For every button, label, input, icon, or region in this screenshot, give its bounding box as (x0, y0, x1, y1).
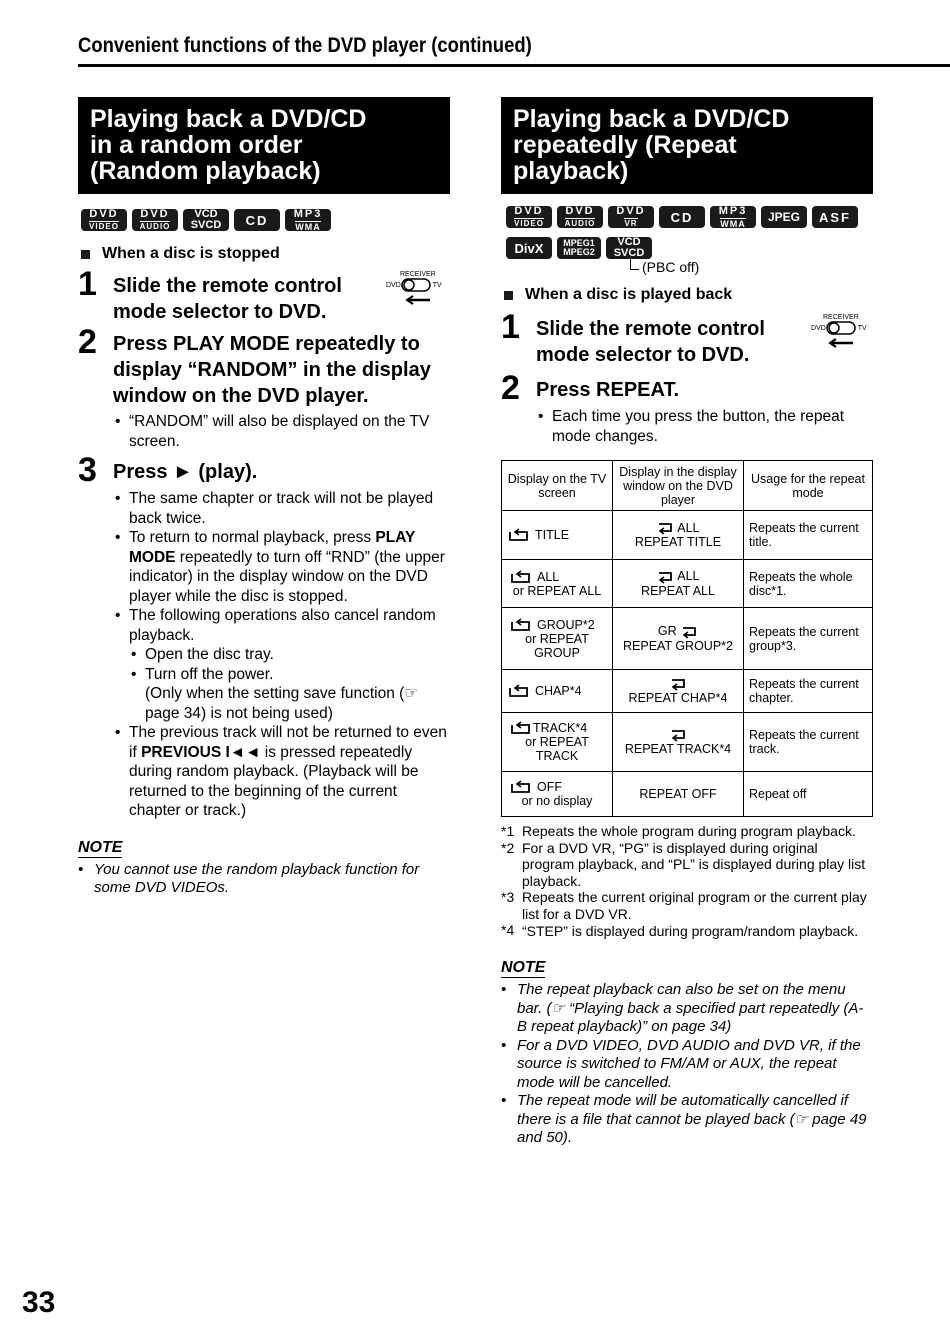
jpeg-badge: JPEG (761, 206, 807, 228)
header-rule (78, 64, 950, 67)
note-heading: NOTE (501, 959, 546, 976)
mp3-wma-badge: MP3 WMA (285, 209, 331, 231)
bullet-item: • The same chapter or track will not be played back twice. (113, 489, 448, 528)
cd-badge: CD (234, 209, 280, 231)
repeat-arrow-icon (656, 522, 674, 535)
repeat-icon (509, 570, 531, 584)
repeat-icon (509, 780, 531, 794)
asf-badge: ASF (812, 206, 858, 228)
dvd-label: DVD (811, 324, 826, 332)
footnote: *1 Repeats the whole program during program playback. (501, 823, 856, 839)
pbc-off-label (630, 259, 699, 275)
footnote: *3 Repeats the current original program or the current play list for a DVD VR. (501, 889, 867, 922)
dvd-audio-badge: DVD AUDIO (557, 206, 603, 228)
repeat-arrow-icon (669, 678, 687, 691)
left-column (78, 97, 450, 898)
cd-badge: CD (659, 206, 705, 228)
receiver-label: RECEIVER (400, 271, 436, 278)
condition-label: When a disc is stopped (102, 245, 280, 262)
disc-badges-row2 (506, 236, 873, 275)
usage-cell: Repeats the current group*3. (744, 608, 873, 670)
player-display-cell: REPEAT TRACK*4 (613, 713, 744, 772)
column-header: Display in the display window on the DVD player (613, 461, 744, 511)
arrow-left-icon (404, 295, 444, 305)
dvd-vr-badge: DVD VR (608, 206, 654, 228)
right-column (501, 97, 873, 1148)
step-1 (501, 308, 873, 368)
usage-cell: Repeats the current title. (744, 511, 873, 560)
repeat-icon (509, 618, 531, 632)
step-1 (78, 265, 450, 325)
remote-switch-icon (386, 271, 444, 310)
banner-line: playback) (513, 157, 629, 185)
tv-display-cell: TITLE (502, 511, 613, 560)
repeat-arrow-icon (669, 729, 687, 742)
column-header: Display on the TV screen (502, 461, 613, 511)
note-heading: NOTE (78, 838, 123, 856)
tv-display-cell: CHAP*4 (502, 670, 613, 713)
footnote: *2 For a DVD VR, “PG” is displayed during original program playback, and “PL” is displayed during play list playback. (501, 839, 866, 889)
table-row (502, 713, 873, 772)
repeat-icon (507, 684, 529, 698)
table-row (502, 511, 873, 560)
condition-stopped (81, 245, 450, 263)
column-header: Usage for the repeat mode (744, 461, 873, 511)
step-2 (501, 369, 873, 407)
table-row (502, 560, 873, 608)
step-text: Slide the remote control mode selector to DVD. (536, 318, 765, 366)
disc-badges (506, 206, 873, 228)
step-number: 2 (78, 323, 97, 361)
usage-cell: Repeat off (744, 772, 873, 817)
step-2 (78, 323, 450, 409)
step-3 (78, 451, 450, 489)
arrow-left-icon (827, 338, 867, 348)
sub-bullet-item: • Turn off the power. (Only when the setting save function (☞ page 34) is not being used) (129, 665, 448, 724)
player-display-cell: ALL REPEAT TITLE (613, 511, 744, 560)
condition-playing (504, 286, 873, 304)
tv-label: TV (432, 281, 442, 289)
bullet-item: • The following operations also cancel random playback. • Open the disc tray. • Turn off the power. (Only when the setting save function (☞ page 34) is not being used) (113, 606, 448, 723)
banner-line: Playing back a DVD/CD (513, 105, 790, 133)
sub-bullet-item: • Open the disc tray. (129, 645, 448, 665)
note-item: • For a DVD VIDEO, DVD AUDIO and DVD VR, if the source is switched to FM/AM or AUX, the repeat mode will be cancelled. (501, 1037, 873, 1093)
disc-badges (81, 209, 450, 231)
usage-cell: Repeats the whole disc*1. (744, 560, 873, 608)
step-text: Press REPEAT. (536, 379, 680, 401)
usage-cell: Repeats the current chapter. (744, 670, 873, 713)
dvd-label: DVD (386, 281, 401, 289)
dvd-video-badge: DVD VIDEO (506, 206, 552, 228)
repeat-arrow-icon (656, 571, 674, 584)
banner-line: Playing back a DVD/CD (90, 105, 367, 133)
receiver-label: RECEIVER (823, 314, 859, 321)
note-item: • The repeat playback can also be set on the menu bar. (☞ “Playing back a specified part repeatedly (A-B repeat playback)” on page 34) (501, 981, 873, 1037)
footnote: *4 “STEP” is displayed during program/random playback. (501, 922, 859, 939)
note-item: • The repeat mode will be automatically cancelled if there is a file that cannot be played back (☞ page 49 and 50). (501, 1092, 873, 1148)
bullet-item: • The previous track will not be returned to even if PREVIOUS I◄◄ is pressed repeatedly during random playback. (Playback will be returned to the beginning of the current chapter or track.) (113, 723, 448, 821)
tv-label: TV (857, 324, 867, 332)
step-text: Press ► (play). (113, 461, 258, 483)
tv-display-cell: TRACK*4 or REPEAT TRACK (502, 713, 613, 772)
bullet-item: • To return to normal playback, press PLAY MODE repeatedly to turn off “RND” (the upper indicator) in the display window on the DVD player while the disc is stopped. (113, 528, 448, 606)
step-number: 1 (501, 308, 520, 346)
mpeg-badge: MPEG1 MPEG2 (557, 237, 601, 259)
banner-line: repeatedly (Repeat (513, 131, 737, 159)
vcd-svcd-badge: VCD SVCD (183, 209, 229, 231)
usage-cell: Repeats the current track. (744, 713, 873, 772)
tv-display-cell: ALL or REPEAT ALL (502, 560, 613, 608)
player-display-cell: ALL REPEAT ALL (613, 560, 744, 608)
slide-switch-icon (826, 321, 858, 335)
mp3-wma-badge: MP3 WMA (710, 206, 756, 228)
sub-bullets (129, 645, 448, 723)
bullet-item: • “RANDOM” will also be displayed on the TV screen. (113, 412, 448, 451)
step-number: 3 (78, 451, 97, 489)
repeat-icon (507, 528, 529, 542)
player-display-cell: GR REPEAT GROUP*2 (613, 608, 744, 670)
table-row (502, 772, 873, 817)
note-block-left (78, 839, 450, 898)
step-number: 1 (78, 265, 97, 303)
dvd-video-badge: DVD VIDEO (81, 209, 127, 231)
step-number: 2 (501, 369, 520, 407)
player-display-cell: REPEAT CHAP*4 (613, 670, 744, 713)
note-item: • You cannot use the random playback function for some DVD VIDEOs. (78, 861, 450, 898)
section-banner-random (78, 97, 450, 194)
vcd-svcd-badge: VCD SVCD (606, 237, 652, 259)
step-2-bullets (113, 412, 448, 451)
remote-switch-icon (811, 314, 867, 353)
slide-switch-icon (401, 278, 433, 292)
table-header-row (502, 461, 873, 511)
tv-display-cell: GROUP*2 or REPEAT GROUP (502, 608, 613, 670)
bullet-item: • Each time you press the button, the repeat mode changes. (536, 407, 871, 446)
page-number: 33 (22, 1286, 56, 1319)
condition-label: When a disc is played back (525, 286, 733, 303)
repeat-arrow-icon (680, 626, 698, 639)
table-row (502, 670, 873, 713)
step-3-bullets (113, 489, 448, 821)
step-text: Press PLAY MODE repeatedly to display “RANDOM” in the display window on the DVD player. (113, 333, 431, 407)
square-bullet-icon (81, 250, 90, 259)
player-display-cell: REPEAT OFF (613, 772, 744, 817)
previous-icon: I◄◄ (225, 743, 261, 761)
section-banner-repeat (501, 97, 873, 194)
dvd-audio-badge: DVD AUDIO (132, 209, 178, 231)
note-block-right (501, 959, 873, 1148)
square-bullet-icon (504, 291, 513, 300)
step-2-bullets (536, 407, 871, 446)
divx-badge: DivX (506, 237, 552, 259)
table-row (502, 608, 873, 670)
repeat-icon (509, 721, 531, 735)
vcd-pbc-group (606, 236, 700, 275)
step-text: Slide the remote control mode selector to DVD. (113, 275, 342, 323)
footnotes (501, 823, 873, 941)
tv-display-cell: OFF or no display (502, 772, 613, 817)
repeat-mode-table (501, 460, 873, 817)
pbc-note: (PBC off) (642, 259, 700, 275)
page-header-title: Convenient functions of the DVD player (continued) (78, 34, 532, 57)
banner-line: in a random order (90, 131, 303, 159)
leader-line (630, 259, 639, 270)
banner-line: (Random playback) (90, 157, 321, 185)
